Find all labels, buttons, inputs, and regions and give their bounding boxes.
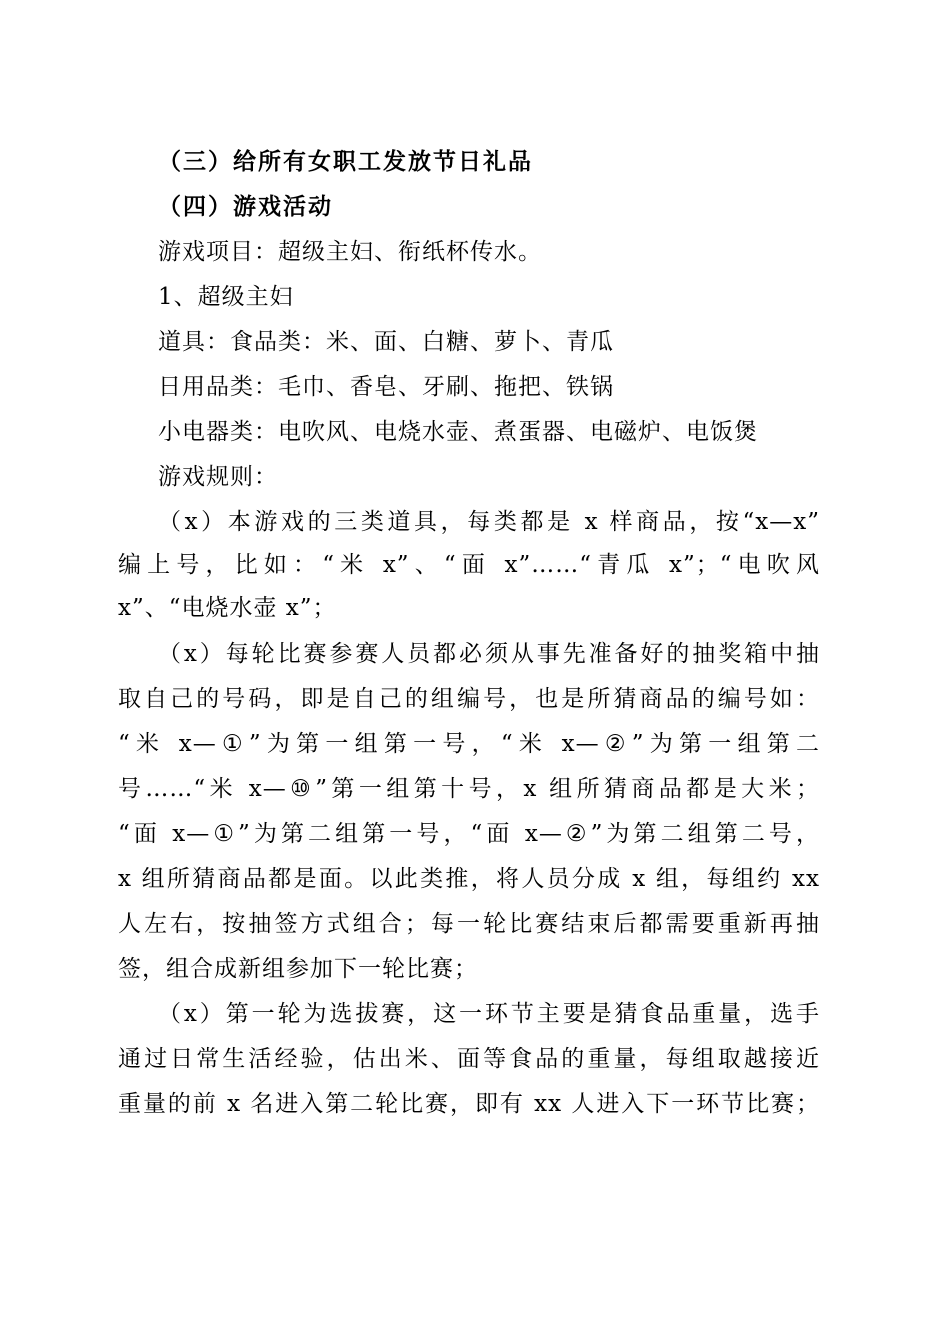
section-heading-3: （三）给所有女职工发放节日礼品 (158, 148, 533, 175)
rule-3-line-1: （x）第一轮为选拔赛，这一环节主要是猜食品重量，选手 (158, 1001, 820, 1027)
rule-2-line-6: x 组所猜商品都是面。以此类推，将人员分成 x 组，每组约 xx (118, 866, 820, 892)
rule-1-line-1: （x）本游戏的三类道具，每类都是 x 样商品，按“x—x” (158, 509, 820, 535)
rule-2-line-4: 号……“米 x—⑩”第一组第十号，x 组所猜商品都是大米； (118, 776, 820, 802)
rule-2-line-8: 签，组合成新组参加下一轮比赛； (118, 956, 478, 982)
rule-2-line-5: “面 x—①”为第二组第一号，“面 x—②”为第二组第二号， (118, 821, 820, 847)
rule-3-line-3: 重量的前 x 名进入第二轮比赛，即有 xx 人进入下一环节比赛； (118, 1091, 820, 1117)
rule-2-line-3: “米 x—①”为第一组第一号，“米 x—②”为第一组第二 (118, 731, 820, 757)
rule-1-line-2: 编上号，比如：“米 x”、“面 x”……“青瓜 x”；“电吹风 (118, 552, 820, 578)
props-food: 道具：食品类：米、面、白糖、萝卜、青瓜 (158, 329, 614, 355)
props-daily: 日用品类：毛巾、香皂、牙刷、拖把、铁锅 (158, 374, 614, 400)
rule-2-line-1: （x）每轮比赛参赛人员都必须从事先准备好的抽奖箱中抽 (158, 641, 820, 667)
rule-1-line-3: x”、“电烧水壶 x”； (118, 595, 337, 621)
section-heading-4: （四）游戏活动 (158, 193, 333, 220)
rules-title: 游戏规则： (158, 464, 278, 490)
props-appliance: 小电器类：电吹风、电烧水壶、煮蛋器、电磁炉、电饭煲 (158, 419, 758, 445)
rule-2-line-2: 取自己的号码，即是自己的组编号，也是所猜商品的编号如： (118, 686, 820, 712)
rule-3-line-2: 通过日常生活经验，估出米、面等食品的重量，每组取越接近 (118, 1046, 820, 1072)
games-intro: 游戏项目：超级主妇、衔纸杯传水。 (158, 239, 542, 265)
game-1-title: 1、超级主妇 (158, 284, 294, 310)
rule-2-line-7: 人左右，按抽签方式组合；每一轮比赛结束后都需要重新再抽 (118, 911, 820, 937)
